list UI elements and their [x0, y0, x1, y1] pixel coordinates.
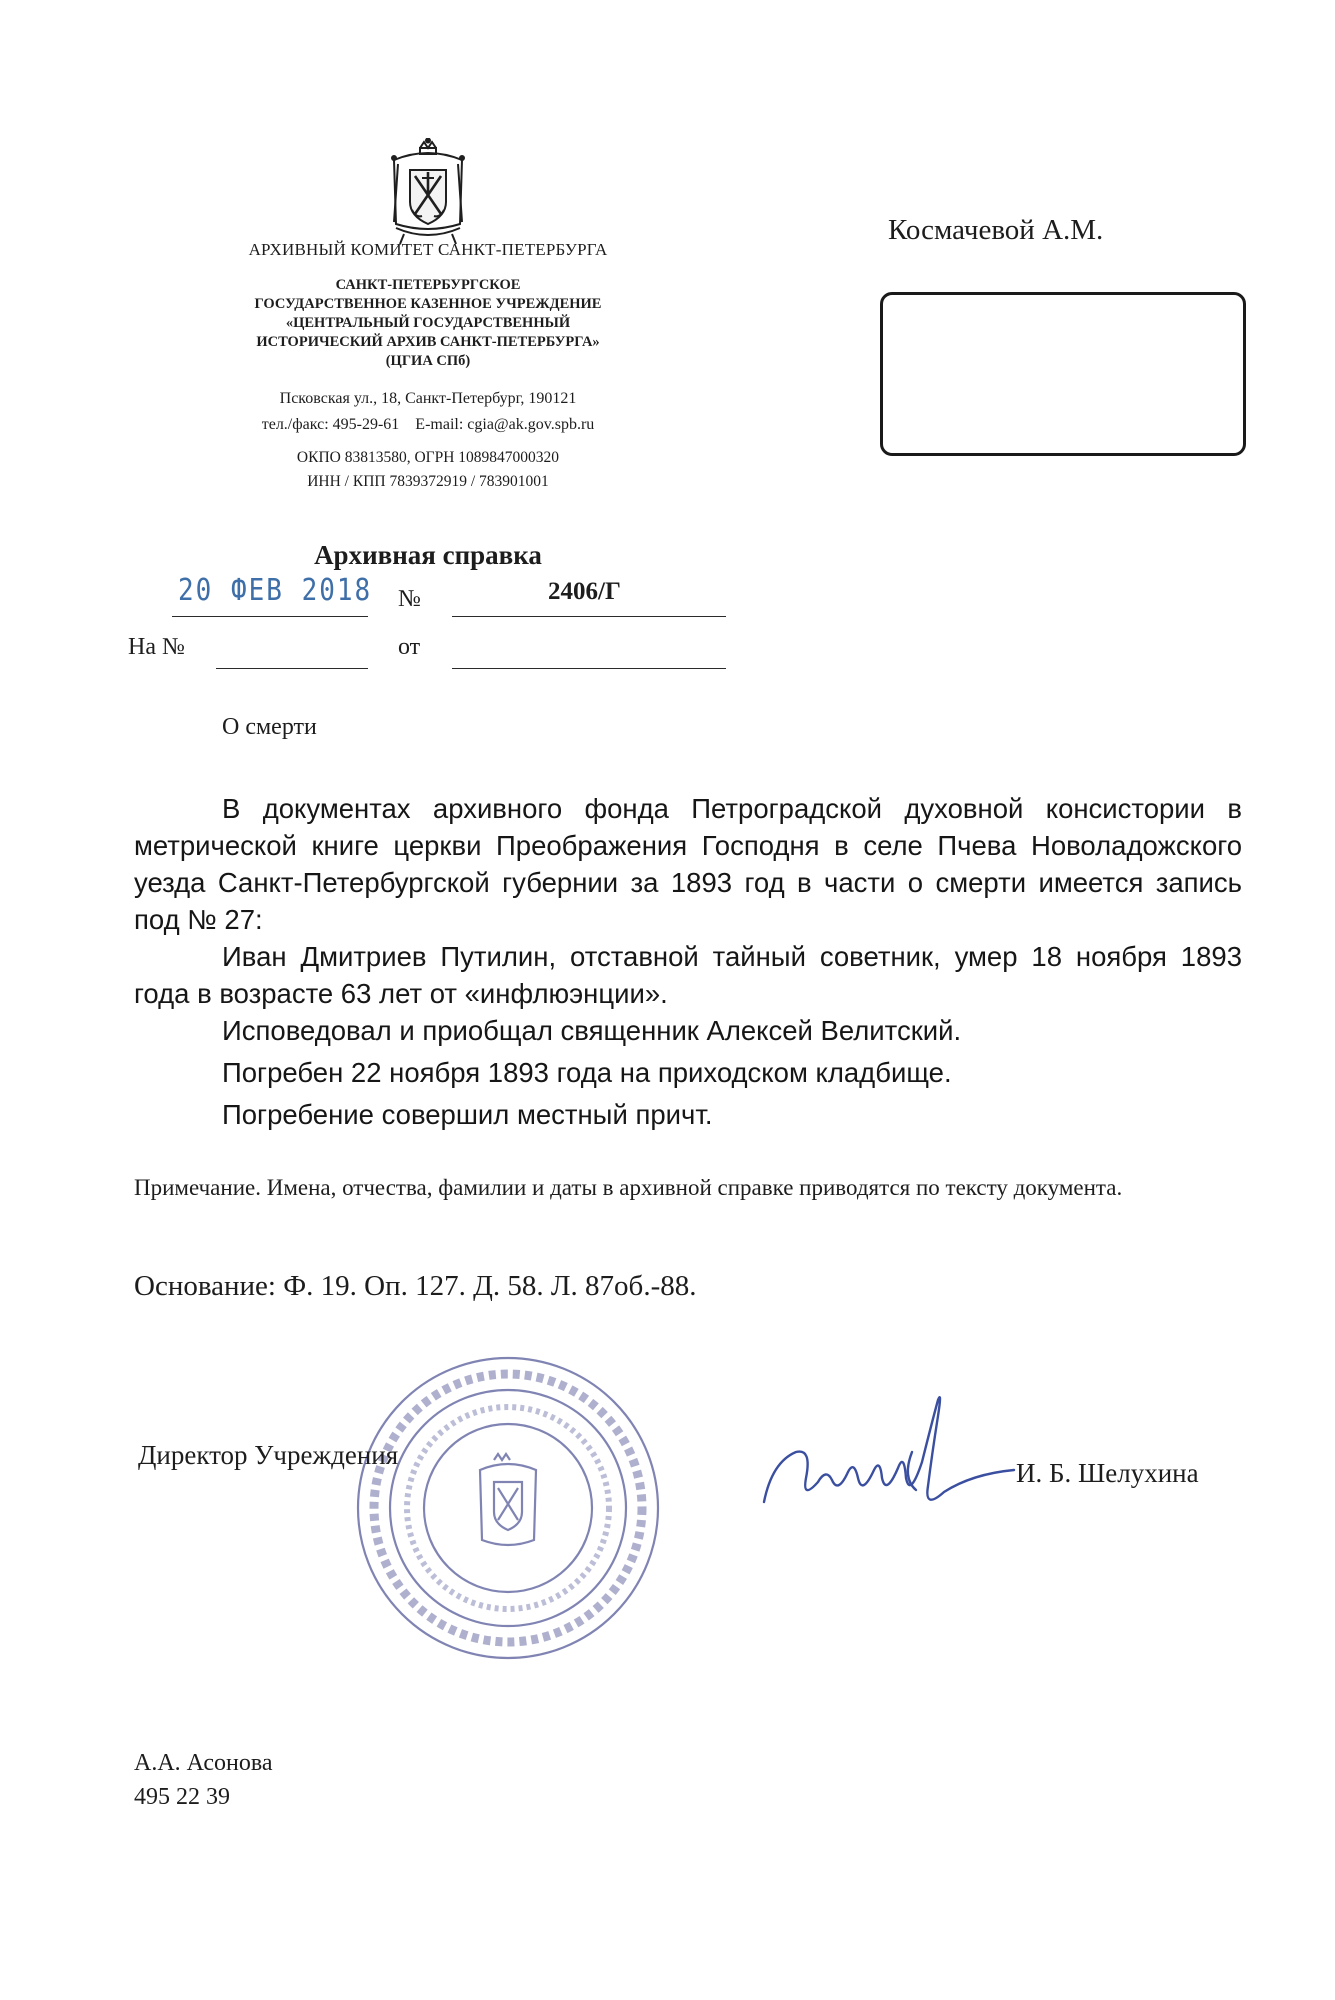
- postal-address: Псковская ул., 18, Санкт-Петербург, 190121: [279, 390, 577, 407]
- on-number-label: На №: [128, 634, 185, 660]
- handwritten-signature-icon: [752, 1382, 1024, 1520]
- institution-line: САНКТ-ПЕТЕРБУРГСКОЕ: [335, 277, 521, 293]
- institution-line: ИСТОРИЧЕСКИЙ АРХИВ САНКТ-ПЕТЕРБУРГА»: [256, 334, 600, 350]
- phone-email-line: [150, 412, 706, 438]
- institution-line: (ЦГИА СПб): [385, 353, 471, 369]
- body-paragraph-2: Иван Дмитриев Путилин, отставной тайный советник, умер 18 ноября 1893 года в возрасте 63 лет от «инфлюэнции».: [134, 941, 1242, 1009]
- note-text: Примечание. Имена, отчества, фамилии и даты в архивной справке приводятся по тексту документа.: [134, 1175, 1123, 1200]
- contact-block: [150, 386, 706, 438]
- executor-phone: 495 22 39: [134, 1784, 230, 1810]
- on-number-underline: [216, 668, 368, 669]
- director-name: И. Б. Шелухина: [1016, 1458, 1199, 1488]
- body-line-burial: Погребен 22 ноября 1893 года на приходском кладбище.: [222, 1057, 952, 1088]
- official-seal-icon: [352, 1352, 664, 1664]
- document-number: 2406/Г: [548, 578, 621, 605]
- institution-name: [150, 276, 706, 371]
- body-line-clergy: Погребение совершил местный причт.: [222, 1099, 713, 1130]
- address-window: [880, 292, 1246, 456]
- subject-line: О смерти: [222, 714, 317, 740]
- registration-codes: [150, 446, 706, 494]
- date-stamp: 20 ФЕВ 2018: [178, 573, 373, 609]
- body-line-confession: Исповедовал и приобщал священник Алексей Велитский.: [222, 1015, 962, 1046]
- institution-line: «ЦЕНТРАЛЬНЫЙ ГОСУДАРСТВЕННЫЙ: [285, 315, 571, 331]
- email-address: E-mail: cgia@ak.gov.spb.ru: [415, 416, 595, 433]
- basis-reference: Основание: Ф. 19. Оп. 127. Д. 58. Л. 87об.-88.: [134, 1270, 697, 1302]
- number-underline: [452, 616, 726, 617]
- document-title: Архивная справка: [314, 540, 542, 570]
- phone-fax: тел./факс: 495-29-61: [261, 416, 400, 433]
- from-underline: [452, 668, 726, 669]
- executor-name: А.А. Асонова: [134, 1750, 273, 1776]
- okpo-ogrn: ОКПО 83813580, ОГРН 1089847000320: [296, 449, 560, 466]
- coat-of-arms-icon: [380, 138, 476, 250]
- body-paragraph-1: В документах архивного фонда Петроградской духовной консистории в метрической книге церкви Преображения Господня в селе Пчева Новоладожского уезда Санкт-Петербургской губернии за 1893 год в части о смерти имеется запись под № 27:: [134, 793, 1242, 935]
- date-underline: [172, 616, 368, 617]
- number-label: №: [398, 586, 421, 612]
- institution-line: ГОСУДАРСТВЕННОЕ КАЗЕННОЕ УЧРЕЖДЕНИЕ: [254, 296, 602, 312]
- inn-kpp: ИНН / КПП 7839372919 / 783901001: [307, 473, 549, 490]
- director-title: Директор Учреждения: [138, 1440, 399, 1470]
- committee-name: АРХИВНЫЙ КОМИТЕТ САНКТ-ПЕТЕРБУРГА: [248, 240, 608, 259]
- recipient-name: Космачевой А.М.: [888, 214, 1104, 246]
- from-label: от: [398, 634, 421, 660]
